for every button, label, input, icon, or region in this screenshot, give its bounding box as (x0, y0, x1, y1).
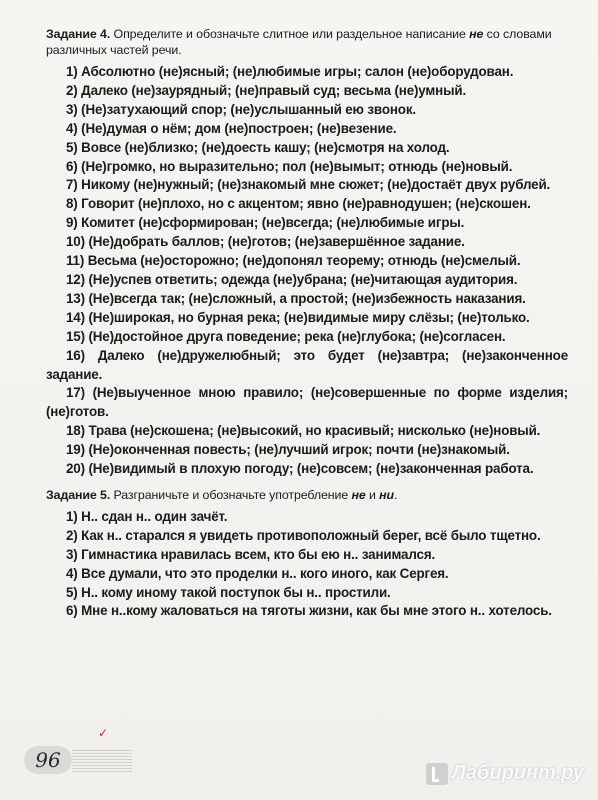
task4-item: 5) Вовсе (не)близко; (не)доесть кашу; (не)смотря на холод. (66, 139, 450, 155)
task4-item: 10) (Не)добрать баллов; (не)готов; (не)завершённое задание. (66, 234, 465, 250)
task4-item: 16) Далеко (не)дружелюбный; это будет (не)завтра; (не)законченное задание. (46, 347, 568, 382)
task5-list (46, 508, 568, 621)
task4-item: 7) Никому (не)нужный; (не)знакомый мне сюжет; (не)достаёт двух рублей. (66, 177, 551, 193)
task4-list (46, 63, 568, 479)
task5-item: 4) Все думали, что это проделки н.. кого иного, как Сергея. (66, 565, 449, 581)
labirint-logo-icon (426, 763, 448, 785)
task4-item: 19) (Не)оконченная повесть; (не)лучший игрок; почти (не)знакомый. (66, 442, 510, 458)
task4-text-before: Определите и обозначьте слитное или раздельное написание (110, 27, 470, 41)
task4-item: 3) (Не)затухающий спор; (не)услышанный ею звонок. (66, 101, 416, 117)
task5-item: 5) Н.. кому иному такой поступок бы н.. простили. (66, 584, 391, 600)
task5-label: Задание 5. (46, 487, 111, 502)
task4-heading (46, 26, 568, 58)
task4-keyword: не (469, 27, 484, 41)
task4-item: 17) (Не)выученное мною правило; (не)совершенные по форме изделия; (не)готов. (46, 385, 568, 420)
task4-item: 14) (Не)широкая, но бурная река; (не)видимые миру слёзы; (не)только. (66, 309, 530, 325)
pencil-mark-icon: ✓ (98, 726, 109, 740)
task5-item: 3) Гимнастика нравилась всем, кто бы ею н.. занимался. (66, 546, 436, 562)
task5-item: 1) Н.. сдан н.. один зачёт. (66, 508, 228, 524)
task5-item: 2) Как н.. старался я увидеть противоположный берег, всё было тщетно. (66, 527, 541, 543)
task5-keyword-ni: ни (379, 487, 395, 502)
task4-item: 6) (Не)громко, но выразительно; пол (не)вымыт; отнюдь (не)новый. (66, 158, 513, 174)
task5-keyword-ne: не (351, 487, 366, 502)
task4-item: 11) Весьма (не)осторожно; (не)допонял теорему; отнюдь (не)смелый. (66, 253, 521, 269)
page-number-badge (24, 746, 72, 774)
task4-item: 9) Комитет (не)сформирован; (не)всегда; (не)любимые игры. (66, 215, 465, 231)
task4-item: 4) (Не)думая о нём; дом (не)построен; (не)везение. (66, 120, 397, 136)
task5-heading (46, 487, 568, 503)
task4-item: 2) Далеко (не)заурядный; (не)правый суд; весьма (не)умный. (66, 82, 467, 98)
task5-item: 6) Мне н..кому жаловаться на тяготы жизни, как бы мне этого н.. хотелось. (66, 603, 552, 619)
page-number: 96 (35, 748, 61, 772)
task5-text-after: . (394, 487, 398, 502)
task5-text-before: Разграничьте и обозначьте употребление (110, 487, 352, 502)
watermark (426, 762, 584, 785)
task4-text-after: со словами различных частей речи. (46, 27, 552, 57)
task4-item: 18) Трава (не)скошена; (не)высокий, но красивый; нисколько (не)новый. (66, 423, 541, 439)
decorative-stripes (72, 748, 132, 772)
task5-conj: и (365, 487, 380, 502)
page-content (46, 26, 568, 621)
task4-item: 12) (Не)успев ответить; одежда (не)убрана; (не)читающая аудитория. (66, 271, 518, 287)
task4-item: 8) Говорит (не)плохо, но с акцентом; явно (не)равнодушен; (не)скошен. (66, 196, 531, 212)
task4-label: Задание 4. (46, 27, 111, 41)
task4-item: 1) Абсолютно (не)ясный; (не)любимые игры; салон (не)оборудован. (66, 64, 514, 79)
task4-item: 13) (Не)всегда так; (не)сложный, а простой; (не)избежность наказания. (66, 290, 526, 306)
task4-item: 20) (Не)видимый в плохую погоду; (не)совсем; (не)законченная работа. (66, 461, 534, 477)
watermark-text: Лабиринт.ру (451, 762, 584, 784)
task4-item: 15) (Не)достойное друга поведение; река (не)глубока; (не)согласен. (66, 328, 506, 344)
